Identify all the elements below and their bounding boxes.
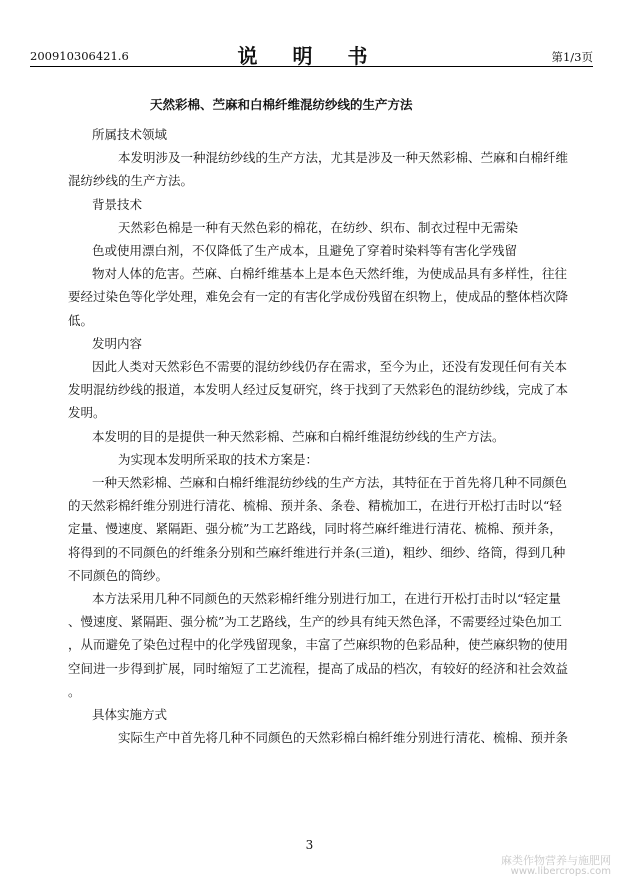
text-line: 、慢速度、紧隔距、强分梳”为工艺路线，生产的纱具有纯天然色泽，不需要经过染色加工 [68, 614, 562, 629]
text-line: 发明。 [68, 405, 106, 420]
section-heading: 背景技术 [92, 197, 143, 212]
text-line: 天然彩色棉是一种有天然色彩的棉花，在纺纱、织布、制衣过程中无需染 [118, 220, 519, 235]
text-line: 定量、慢速度、紧隔距、强分梳”为工艺路线，同时将苎麻纤维进行清花、梳棉、预并条， [68, 521, 562, 536]
doc-number: 200910306421.6 [30, 49, 129, 63]
text-line: 本发明的目的是提供一种天然彩棉、苎麻和白棉纤维混纺纱线的生产方法。 [92, 429, 505, 444]
text-line: 混纺纱线的生产方法。 [68, 173, 194, 188]
text-line: 物对人体的危害。苎麻、白棉纤维基本上是本色天然纤维，为使成品具有多样性，往往 [92, 266, 568, 281]
page-number: 3 [305, 838, 314, 852]
document-title: 天然彩棉、苎麻和白棉纤维混纺纱线的生产方法 [150, 97, 413, 112]
section-heading: 具体实施方式 [92, 707, 168, 722]
text-line: 低。 [68, 313, 94, 328]
text-line: 将得到的不同颜色的纤维条分别和苎麻纤维进行并条(三道)，粗纱、细纱、络筒，得到几种 [68, 545, 566, 560]
text-line: 空间进一步得到扩展，同时缩短了工艺流程，提高了成品的档次，有较好的经济和社会效益 [68, 661, 569, 676]
page-info: 第1/3页 [551, 50, 593, 64]
text-line: 发明混纺纱线的报道，本发明人经过反复研究，终于找到了天然彩色的混纺纱线，完成了本 [68, 382, 569, 397]
section-heading: 所属技术领域 [92, 127, 168, 142]
text-line: ，从而避免了染色过程中的化学残留现象，丰富了苎麻织物的色彩品种，使苎麻织物的使用 [68, 637, 569, 652]
text-line: 一种天然彩棉、苎麻和白棉纤维混纺纱线的生产方法，其特征在于首先将几种不同颜色 [92, 475, 568, 490]
text-line: 因此人类对天然彩色不需要的混纺纱线仍存在需求，至今为止，还没有发现任何有关本 [92, 359, 568, 374]
text-line: 。 [68, 684, 81, 699]
watermark-url: www.libercrops.com [510, 866, 611, 877]
doc-type-title: 说 明 书 [237, 44, 382, 68]
text-line: 色或使用漂白剂，不仅降低了生产成本，且避免了穿着时染料等有害化学残留 [92, 243, 518, 258]
header-rule [30, 66, 593, 67]
text-line: 实际生产中首先将几种不同颜色的天然彩棉白棉纤维分别进行清花、梳棉、预并条 [118, 730, 569, 745]
text-line: 不同颜色的筒纱。 [68, 568, 169, 583]
text-line: 的天然彩棉纤维分别进行清花、梳棉、预并条、条卷、精梳加工，在进行开松打击时以“轻 [68, 498, 562, 513]
section-heading: 发明内容 [92, 336, 143, 351]
watermark-site-name: 麻类作物营养与施肥网 [501, 854, 611, 867]
text-line: 为实现本发明所采取的技术方案是： [118, 452, 319, 467]
text-line: 本发明涉及一种混纺纱线的生产方法，尤其是涉及一种天然彩棉、苎麻和白棉纤维 [118, 150, 569, 165]
text-line: 本方法采用几种不同颜色的天然彩棉纤维分别进行加工，在进行开松打击时以“轻定量 [92, 591, 561, 606]
text-line: 要经过染色等化学处理，难免会有一定的有害化学成份残留在织物上，使成品的整体档次降 [68, 289, 569, 304]
